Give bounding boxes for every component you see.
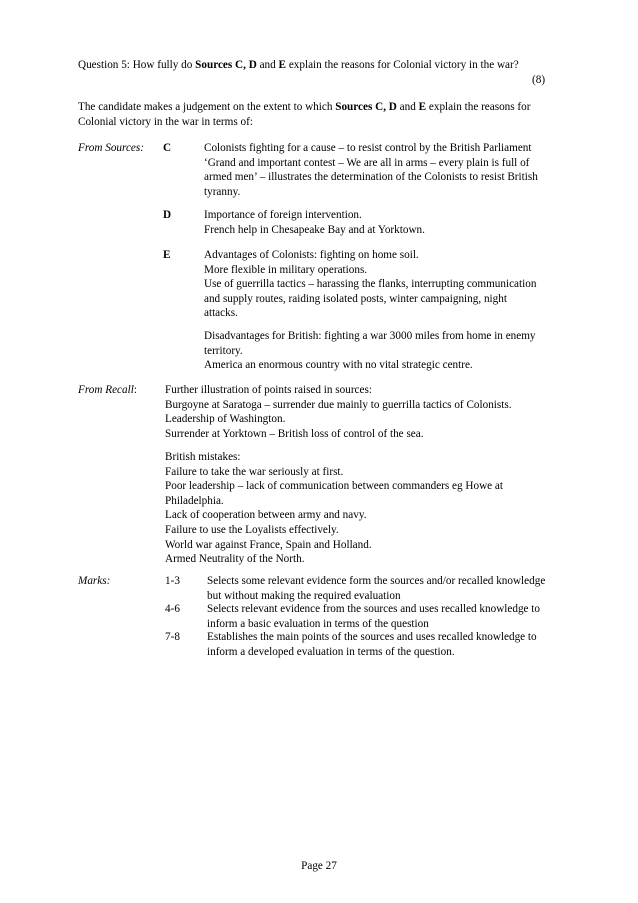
recall-line: British mistakes: [165, 451, 241, 463]
from-recall-label-text: From Recall [78, 384, 134, 396]
intro-part2: and [396, 101, 419, 113]
from-recall-colon: : [133, 384, 137, 396]
recall-line: Surrender at Yorktown – British loss of control of the sea. [165, 427, 424, 440]
source-c-line: Colonists fighting for a cause – to resist control by the British Parliament [204, 142, 532, 154]
mark-band-range: 4-6 [165, 603, 180, 615]
recall-line: Lack of cooperation between army and navy. [165, 509, 367, 522]
mark-band-range: 1-3 [165, 575, 180, 587]
mark-band-line: Establishes the main points of the sources and uses recalled knowledge to [207, 631, 537, 643]
source-e-letter: E [163, 249, 171, 261]
source-d-line: Importance of foreign intervention. [204, 209, 362, 221]
intro-part3: explain the reasons for Colonial victory in the war in terms of: [78, 101, 531, 128]
mark-band-line: Selects relevant evidence from the sources and uses recalled knowledge to [207, 603, 541, 615]
source-e-line: Use of guerrilla tactics – harassing the flanks, interrupting communication [204, 278, 537, 291]
source-e-line: Disadvantages for British: fighting a war 3000 miles from home in enemy [204, 330, 536, 342]
source-e-line: More flexible in military operations. [204, 263, 368, 276]
source-d-text [204, 208, 564, 237]
mark-band-text [207, 574, 577, 603]
source-e-line: Advantages of Colonists: fighting on home soil. [204, 249, 419, 261]
marks-label: Marks: [78, 575, 111, 587]
question-suffix: explain the reasons for Colonial victory in the war? [286, 59, 519, 71]
source-e-line: attacks. [204, 307, 238, 320]
source-c-line: armed men’ – illustrates the determination of the Colonists to resist British [204, 171, 538, 184]
source-c-letter: C [163, 142, 172, 154]
from-sources-label: From Sources: [78, 142, 144, 154]
source-e-line: America an enormous country with no vital strategic centre. [204, 359, 473, 372]
intro-bold2: E [418, 101, 427, 113]
mark-band-range: 7-8 [165, 631, 180, 643]
source-e-text [204, 248, 564, 321]
page-number: Page 27 [301, 860, 337, 872]
recall-line: Philadelphia. [165, 494, 224, 507]
mark-band-line: inform a basic evaluation in terms of the question [207, 617, 429, 630]
intro-part1: The candidate makes a judgement on the extent to which [78, 101, 336, 113]
question-source-e-bold: E [278, 59, 287, 71]
recall-line: Further illustration of points raised in sources: [165, 384, 372, 396]
intro-paragraph [78, 100, 564, 129]
question-and: and [256, 59, 279, 71]
source-e-line: and supply routes, raiding isolated posts, winter campaigning, night [204, 292, 507, 305]
mark-band-line: Selects some relevant evidence form the sources and/or recalled knowledge [207, 575, 546, 587]
mark-band-text [207, 630, 577, 659]
question-sources-bold: Sources C, D [195, 59, 257, 71]
mark-band-line: but without making the required evaluation [207, 589, 401, 602]
intro-bold1: Sources C, D [335, 101, 397, 113]
source-d-letter: D [163, 209, 172, 221]
question-line [78, 58, 558, 73]
recall-line: Poor leadership – lack of communication between commanders eg Howe at [165, 480, 504, 493]
recall-line: Burgoyne at Saratoga – surrender due mainly to guerrilla tactics of Colonists. [165, 398, 512, 411]
source-e-line: territory. [204, 344, 243, 357]
british-mistakes [165, 450, 525, 567]
recall-points [165, 383, 525, 441]
recall-line: Armed Neutrality of the North. [165, 553, 305, 566]
recall-line: Failure to take the war seriously at first. [165, 465, 344, 478]
question-prefix: Question 5: How fully do [78, 59, 196, 71]
from-recall-label [78, 383, 137, 398]
recall-line: World war against France, Spain and Holland. [165, 538, 372, 551]
recall-line: Failure to use the Loyalists effectively. [165, 523, 339, 536]
question-marks: (8) [532, 74, 546, 86]
mark-band-line: inform a developed evaluation in terms of the question. [207, 645, 455, 658]
source-c-line: ‘Grand and important contest – We are all in arms – every plain is full of [204, 156, 530, 169]
source-d-line: French help in Chesapeake Bay and at Yorktown. [204, 223, 425, 236]
mark-band-text [207, 602, 577, 631]
source-c-text [204, 141, 564, 199]
source-c-line: tyranny. [204, 185, 241, 198]
source-e-disadvantages [204, 329, 564, 373]
recall-line: Leadership of Washington. [165, 413, 286, 426]
